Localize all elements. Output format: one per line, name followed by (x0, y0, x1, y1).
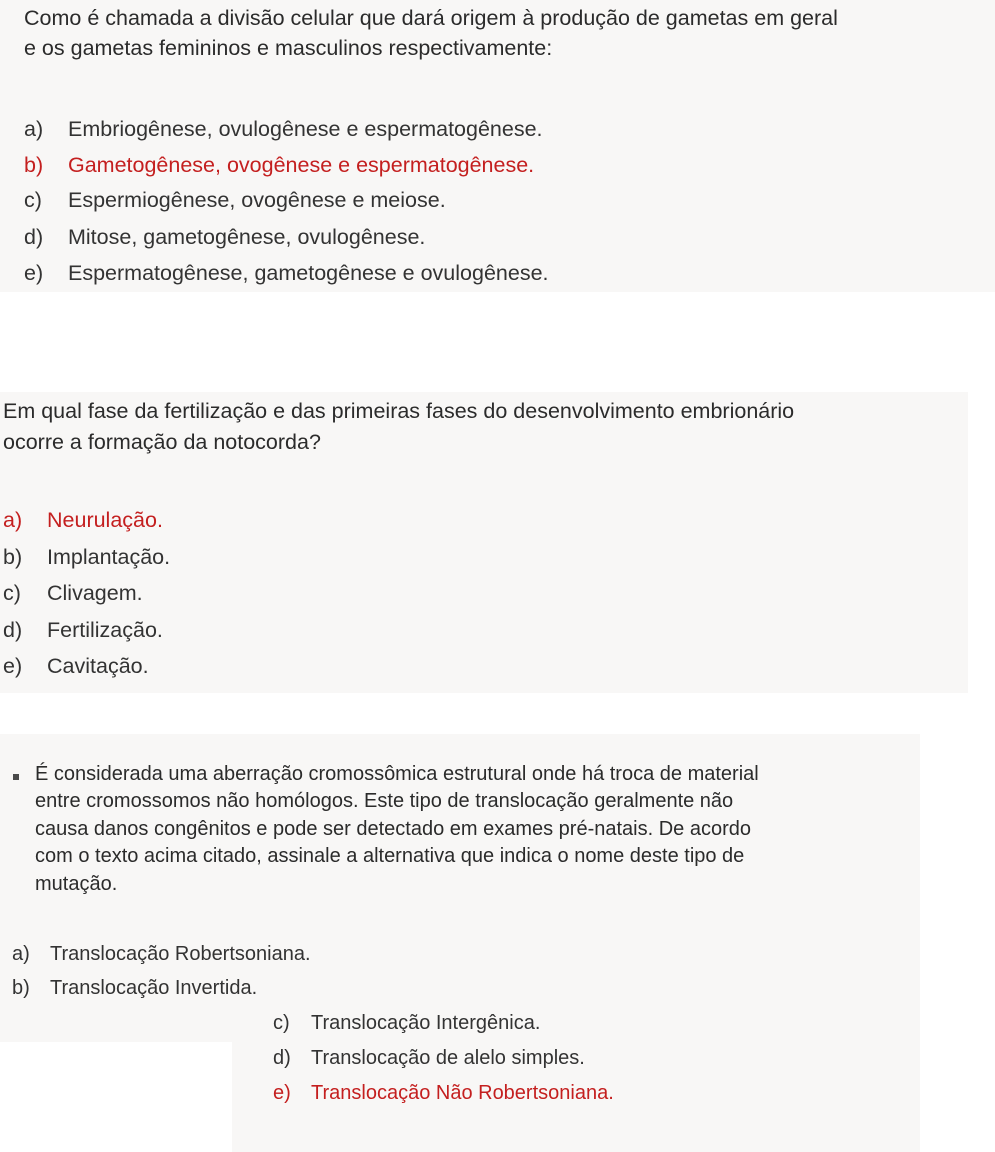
question-2-option-a-correct[interactable] (3, 505, 163, 535)
question-3-option-b[interactable] (12, 975, 257, 1003)
question-3-line-4: com o texto acima citado, assinale a alternativa que indica o nome deste tipo de (35, 845, 745, 867)
question-3-option-e-correct[interactable] (273, 1080, 614, 1108)
question-1-line-2: e os gametas femininos e masculinos respectivamente: (24, 36, 553, 60)
option-letter: e) (24, 261, 44, 285)
question-2-option-e[interactable] (3, 651, 149, 681)
question-1-line-1: Como é chamada a divisão celular que dará origem à produção de gametas em geral (24, 6, 838, 30)
question-2-line-2: ocorre a formação da notocorda? (3, 430, 321, 454)
option-letter: d) (273, 1047, 291, 1069)
question-3-line-1: É considerada uma aberração cromossômica estrutural onde há troca de material (35, 763, 759, 785)
option-text: Translocação Invertida. (50, 977, 258, 999)
question-2-option-c[interactable] (3, 578, 143, 608)
option-text: Gametogênese, ovogênese e espermatogênese. (68, 153, 535, 177)
option-text: Implantação. (47, 545, 171, 569)
option-letter: b) (24, 153, 44, 177)
question-1-option-d[interactable] (24, 222, 425, 252)
option-letter: e) (3, 654, 23, 678)
question-3-line-3: causa danos congênitos e pode ser detectado em exames pré-natais. De acordo (35, 818, 751, 840)
option-text: Espermatogênese, gametogênese e ovulogênese. (68, 261, 549, 285)
question-1-option-c[interactable] (24, 185, 446, 215)
option-letter: a) (12, 943, 30, 965)
option-letter: c) (24, 188, 42, 212)
option-letter: a) (24, 117, 44, 141)
option-text: Translocação Robertsoniana. (50, 943, 311, 965)
option-text: Mitose, gametogênese, ovulogênese. (68, 225, 426, 249)
option-text: Cavitação. (47, 654, 149, 678)
bullet-marker-icon (13, 774, 19, 780)
option-letter: d) (3, 618, 23, 642)
option-text: Translocação de alelo simples. (311, 1047, 585, 1069)
option-letter: c) (3, 581, 21, 605)
option-letter: b) (3, 545, 23, 569)
option-text: Clivagem. (47, 581, 143, 605)
question-3-option-c[interactable] (273, 1010, 540, 1038)
option-text: Fertilização. (47, 618, 163, 642)
question-2-option-d[interactable] (3, 615, 163, 645)
option-letter: c) (273, 1012, 290, 1034)
question-2-option-b[interactable] (3, 542, 170, 572)
option-letter: d) (24, 225, 44, 249)
option-text: Embriogênese, ovulogênese e espermatogênese. (68, 117, 543, 141)
question-3-option-d[interactable] (273, 1045, 585, 1073)
question-1-option-b-correct[interactable] (24, 150, 534, 180)
option-text: Neurulação. (47, 508, 163, 532)
option-text: Translocação Não Robertsoniana. (311, 1082, 614, 1104)
question-2-line-1: Em qual fase da fertilização e das primeiras fases do desenvolvimento embrionário (3, 399, 795, 423)
question-3-line-5: mutação. (35, 873, 118, 895)
option-letter: b) (12, 977, 30, 999)
option-text: Espermiogênese, ovogênese e meiose. (68, 188, 446, 212)
option-text: Translocação Intergênica. (311, 1012, 541, 1034)
option-letter: e) (273, 1082, 291, 1104)
question-1-option-e[interactable] (24, 258, 549, 288)
option-letter: a) (3, 508, 23, 532)
question-3-option-a[interactable] (12, 941, 311, 969)
question-3-line-2: entre cromossomos não homólogos. Este tipo de translocação geralmente não (35, 790, 734, 812)
question-1-option-a[interactable] (24, 114, 543, 144)
